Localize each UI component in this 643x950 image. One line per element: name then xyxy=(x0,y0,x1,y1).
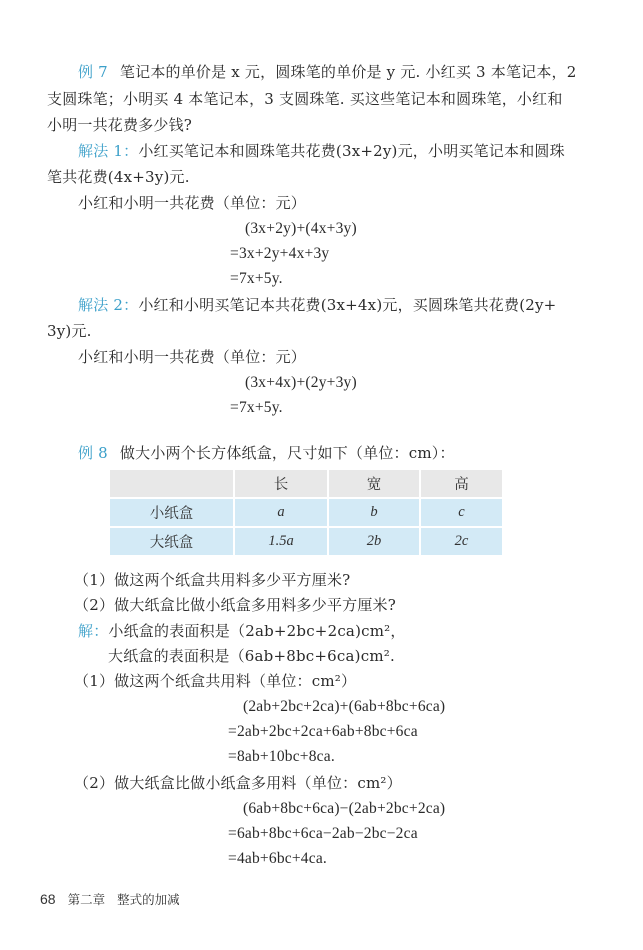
table-cell: 小纸盒 xyxy=(109,498,234,527)
method2-line-2: 3y)元. xyxy=(47,322,92,340)
method2-line-1: 解法 2：小红和小明买笔记本共花费(3x+4x)元，买圆珠笔共花费(2y+ xyxy=(78,296,557,314)
method1-step-1: (3x+2y)+(4x+3y) xyxy=(245,220,357,237)
page-footer xyxy=(40,890,180,908)
question-2: （2）做大纸盒比做小纸盒多用料多少平方厘米? xyxy=(74,596,396,614)
part2-step-2: =6ab+8bc+6ca−2ab−2bc−2ca xyxy=(228,825,418,842)
solution-large-area: 大纸盒的表面积是（6ab+8bc+6ca)cm². xyxy=(108,647,395,665)
method1-line-2: 笔共花费(4x+3y)元. xyxy=(47,168,190,186)
table-cell: 1.5a xyxy=(234,527,328,556)
table-header-cell: 高 xyxy=(420,469,503,498)
part2-step-3: =4ab+6bc+4ca. xyxy=(228,850,327,867)
part1-step-2: =2ab+2bc+2ca+6ab+8bc+6ca xyxy=(228,723,418,740)
box-dimensions-table xyxy=(108,468,504,557)
method1-total-label: 小红和小明一共花费（单位：元） xyxy=(78,194,307,212)
example7-problem-line-1: 例 7 笔记本的单价是 x 元，圆珠笔的单价是 y 元. 小红买 3 本笔记本，2 xyxy=(78,63,577,81)
method1-label: 解法 1： xyxy=(78,142,139,160)
example8-problem: 例 8 做大小两个长方体纸盒，尺寸如下（单位：cm）： xyxy=(78,444,455,462)
part2-step-1: (6ab+8bc+6ca)−(2ab+2bc+2ca) xyxy=(243,800,446,817)
table-header-cell xyxy=(109,469,234,498)
example8-label: 例 8 xyxy=(78,444,108,462)
method1-line-1: 解法 1：小红买笔记本和圆珠笔共花费(3x+2y)元，小明买笔记本和圆珠 xyxy=(78,142,565,160)
solution-small-area: 解：小纸盒的表面积是（2ab+2bc+2ca)cm²， xyxy=(78,622,406,640)
table-row xyxy=(109,527,503,556)
table-header-cell: 宽 xyxy=(328,469,420,498)
table-cell: c xyxy=(420,498,503,527)
page-number: 68 xyxy=(40,891,56,907)
table-cell: 大纸盒 xyxy=(109,527,234,556)
method1-step-2: =3x+2y+4x+3y xyxy=(230,245,330,262)
part1-title: （1）做这两个纸盒共用料（单位：cm²） xyxy=(74,672,357,690)
table-header-cell: 长 xyxy=(234,469,328,498)
part1-step-3: =8ab+10bc+8ca. xyxy=(228,748,335,765)
chapter-label: 第二章 xyxy=(67,892,106,907)
table-cell: a xyxy=(234,498,328,527)
method2-step-2: =7x+5y. xyxy=(230,399,283,416)
example7-label: 例 7 xyxy=(78,63,108,81)
example7-problem-line-2: 支圆珠笔；小明买 4 本笔记本，3 支圆珠笔. 买这些笔记本和圆珠笔，小红和 xyxy=(47,90,563,108)
table-cell: b xyxy=(328,498,420,527)
solution-label: 解： xyxy=(78,622,109,640)
example7-problem-line-3: 小明一共花费多少钱? xyxy=(47,116,193,134)
method2-label: 解法 2： xyxy=(78,296,139,314)
part1-step-1: (2ab+2bc+2ca)+(6ab+8bc+6ca) xyxy=(243,698,446,715)
part2-title: （2）做大纸盒比做小纸盒多用料（单位：cm²） xyxy=(74,774,402,792)
chapter-title: 整式的加减 xyxy=(117,892,180,907)
table-row xyxy=(109,498,503,527)
method1-step-3: =7x+5y. xyxy=(230,270,283,287)
table-header-row xyxy=(109,469,503,498)
question-1: （1）做这两个纸盒共用料多少平方厘米? xyxy=(74,571,351,589)
method2-step-1: (3x+4x)+(2y+3y) xyxy=(245,374,357,391)
table-cell: 2c xyxy=(420,527,503,556)
method2-total-label: 小红和小明一共花费（单位：元） xyxy=(78,348,307,366)
table-cell: 2b xyxy=(328,527,420,556)
